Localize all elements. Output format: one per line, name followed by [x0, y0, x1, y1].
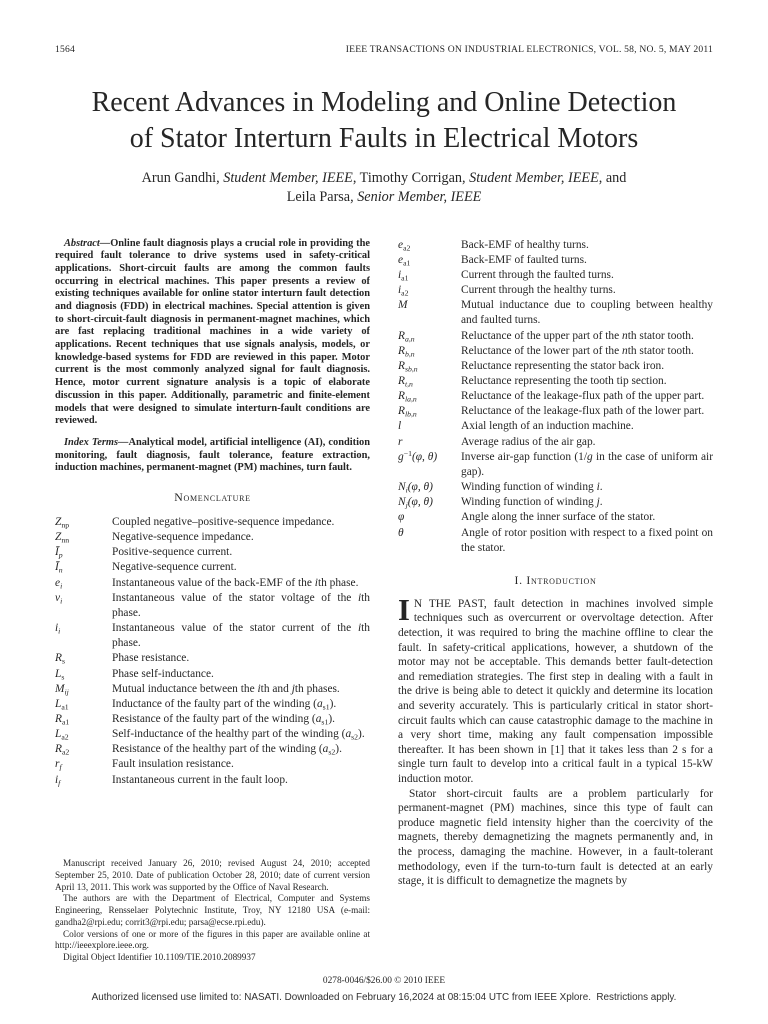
- nomenclature-heading: Nomenclature: [174, 489, 251, 504]
- nomenclature-symbol: θ: [398, 526, 404, 539]
- nomenclature-row: [398, 344, 713, 359]
- copyright-line: 0278-0046/$26.00 © 2010 IEEE: [322, 976, 446, 986]
- nomenclature-symbol: $e_{a2}$: [398, 238, 411, 252]
- nomenclature-symbol: $N_j(\varphi$, θ): [398, 496, 433, 510]
- footnote-affiliation: The authors are with the Department of Electrical, Computer and Systems Engineering, Rensselaer Polytechnic Institute, Troy, NY 12180 USA (e-mail: gandha2@rpi.edu; corrit3@rpi.edu; parsa@ecse.rpi.edu).: [55, 893, 370, 927]
- nomenclature-row: [55, 530, 370, 545]
- nomenclature-definition: Fault insulation resistance.: [112, 758, 234, 771]
- nomenclature-symbol: $R_{la,n}$: [398, 390, 417, 404]
- nomenclature-definition: Instantaneous value of the stator voltage of the ith phase.: [112, 591, 370, 619]
- nomenclature-row: [398, 404, 713, 419]
- nomenclature-row: [55, 651, 370, 666]
- nomenclature-row: [398, 435, 713, 450]
- nomenclature-row: [398, 268, 713, 283]
- nomenclature-definition: Axial length of an induction machine.: [461, 420, 634, 433]
- footnote-doi: Digital Object Identifier 10.1109/TIE.2010.2089937: [63, 951, 256, 962]
- nomenclature-symbol: $Z_{nn}$: [55, 531, 70, 545]
- license-line: Authorized licensed use limited to: NASATI. Downloaded on February 16,2024 at 08:15:04 UTC from IEEE Xplore. Restrictions apply.: [91, 992, 677, 1003]
- nomenclature-row: [398, 389, 713, 404]
- paper-title: [55, 85, 713, 156]
- nomenclature-symbol: $L_{a2}$: [55, 728, 69, 742]
- nomenclature-symbol: $R_s$: [55, 652, 65, 666]
- nomenclature-definition: Reluctance of the upper part of the nth stator tooth.: [461, 329, 694, 342]
- nomenclature-symbol: $i_f$: [55, 773, 61, 787]
- nomenclature-symbol: $Ī_p$: [55, 546, 63, 560]
- nomenclature-row: [55, 697, 370, 712]
- nomenclature-list-right: [398, 238, 713, 556]
- nomenclature-row: [55, 560, 370, 575]
- nomenclature-row: [55, 667, 370, 682]
- nomenclature-definition: Angle along the inner surface of the stator.: [461, 511, 656, 524]
- nomenclature-row: [398, 238, 713, 253]
- nomenclature-symbol: φ: [398, 511, 405, 524]
- first-page-footnote: [55, 858, 370, 974]
- nomenclature-row: [398, 480, 713, 495]
- nomenclature-definition: Resistance of the healthy part of the winding $(a_{s2})$.: [112, 743, 342, 757]
- nomenclature-definition: Reluctance representing the stator back iron.: [461, 359, 665, 372]
- nomenclature-row: [55, 576, 370, 591]
- intro-paragraph-1: [398, 592, 713, 787]
- nomenclature-row: [398, 495, 713, 510]
- abstract: Abstract—Online fault diagnosis plays a crucial role in providing the required fault tolerance to drive systems used in safety-critical applications. Short-circuit faults are among the common faults occurring in electrical machines. This paper presents a review of existing techniques available for online stator interturn fault detection and diagnosis (FDD) in electrical machines. Special attention is given to short-circuit-fault diagnosis in permanent-magnet machines, which are fast replacing traditional machines in a wide variety of applications. Recent techniques that use signals analysis, models, or knowledge-based systems for FDD are reviewed in this paper. Motor current is the most commonly analyzed signal for fault diagnosis. Hence, motor current signature analysis is a topic of elaborate discussion in this paper. Additionally, parametric and finite-element models that were designed to simulate interturn-fault conditions are reviewed.: [55, 237, 370, 427]
- nomenclature-definition: Current through the healthy turns.: [461, 284, 616, 297]
- nomenclature-row: [55, 727, 370, 742]
- nomenclature-definition: Inverse air-gap function (1/g in the case of uniform air gap).: [461, 450, 713, 478]
- nomenclature-symbol: r: [398, 435, 403, 448]
- nomenclature-symbol: $L_{a1}$: [55, 697, 69, 712]
- dropcap-letter: I: [398, 592, 410, 627]
- nomenclature-row: [55, 621, 370, 651]
- nomenclature-symbol: $e_i$: [55, 576, 63, 590]
- nomenclature-symbol: $R_{a,n}$: [398, 329, 415, 343]
- nomenclature-row: [55, 515, 370, 530]
- nomenclature-symbol: M: [398, 299, 408, 312]
- nomenclature-symbol: $Ī_n$: [55, 561, 63, 575]
- nomenclature-symbol: $i_{a1}$: [398, 268, 409, 283]
- intro-paragraph-1-text: N THE PAST, fault detection in machines involved simple techniques such as overcurrent or overvoltage detection. After detection, it was required to bring the machine offline to clear the fault. In safety-critical applications, however, a shutdown of the motor may not be acceptable. This demands better fault-detection and remediation strategies. The first step in dealing with a fault in the drive is being able to detect it quickly and determine its location and severity accurately. This is particularly critical in stator short-circuit faults which can cause catastrophic damage to the machine in a very short time, making any fault compensation impossible thereafter. It has been shown in [1] that it takes less than 2 s for a single turn fault to develop into a critical fault in a typical 15-kW induction motor.: [398, 597, 713, 785]
- nomenclature-row: [398, 526, 713, 556]
- nomenclature-symbol: $r_f$: [55, 758, 62, 772]
- right-column: [398, 238, 713, 975]
- nomenclature-definition: Back-EMF of faulted turns.: [461, 253, 587, 266]
- nomenclature-definition: Negative-sequence current.: [112, 561, 237, 574]
- nomenclature-symbol: $M_{ij}$: [55, 682, 69, 696]
- nomenclature-definition: Instantaneous value of the stator current of the ith phase.: [112, 622, 370, 650]
- nomenclature-definition: Phase resistance.: [112, 652, 190, 665]
- nomenclature-definition: Mutual inductance due to coupling between healthy and faulted turns.: [461, 299, 713, 327]
- nomenclature-definition: Inductance of the faulty part of the winding $(a_{s1})$.: [112, 697, 337, 712]
- nomenclature-definition: Instantaneous value of the back-EMF of the ith phase.: [112, 576, 359, 589]
- paper-title-line2: of Stator Interturn Faults in Electrical Motors: [129, 122, 639, 154]
- nomenclature-symbol: $R_{sb,n}$: [398, 359, 418, 374]
- author-line-2: Leila Parsa, Senior Member, IEEE: [286, 188, 482, 205]
- nomenclature-definition: Instantaneous current in the fault loop.: [112, 773, 288, 786]
- nomenclature-symbol: $Z_{np}$: [55, 515, 70, 530]
- nomenclature-symbol: l: [398, 420, 402, 433]
- introduction-heading: I. Introduction: [514, 572, 597, 587]
- nomenclature-row: [55, 545, 370, 560]
- nomenclature-symbol: $R_{lb,n}$: [398, 405, 417, 419]
- nomenclature-list-left: [55, 515, 370, 788]
- nomenclature-row: [55, 682, 370, 697]
- nomenclature-definition: Average radius of the air gap.: [461, 435, 596, 448]
- nomenclature-definition: Back-EMF of healthy turns.: [461, 238, 589, 251]
- nomenclature-definition: Resistance of the faulty part of the winding $(a_{s1})$.: [112, 712, 335, 727]
- intro-paragraph-2: Stator short-circuit faults are a problem particularly for permanent-magnet (PM) machines, since this type of fault can produce magnetic field intensity higher than the coercivity of the magnets, thereby demagnetizing the magnets permanently and, in the process, damaging the machine. However, in a fault-tolerant methodology, even if the turn-to-turn fault is detected at an early stage, it is difficult to demagnetize the magnets by: [398, 787, 713, 888]
- nomenclature-symbol: $N_i(\varphi$, θ): [398, 481, 433, 495]
- nomenclature-symbol: $R_{b,n}$: [398, 344, 415, 358]
- nomenclature-definition: Angle of rotor position with respect to a fixed point on the stator.: [461, 526, 713, 554]
- page-footer: [0, 976, 768, 1003]
- nomenclature-symbol: $i_{a2}$: [398, 284, 409, 298]
- nomenclature-symbol: $L_s$: [55, 667, 65, 681]
- nomenclature-row: [55, 742, 370, 757]
- footnote-manuscript: Manuscript received January 26, 2010; revised August 24, 2010; accepted September 25, 2010. Date of publication October 28, 2010; date of current version April 13, 2011. This work was supported by the Office of Naval Research.: [55, 858, 370, 892]
- running-head: [55, 44, 713, 55]
- nomenclature-definition: Negative-sequence impedance.: [112, 531, 254, 544]
- nomenclature-definition: Reluctance of the leakage-flux path of the lower part.: [461, 405, 705, 418]
- journal-title: IEEE TRANSACTIONS ON INDUSTRIAL ELECTRONICS, VOL. 58, NO. 5, MAY 2011: [345, 44, 713, 55]
- nomenclature-symbol: $g^{-1}(\varphi$, θ): [398, 448, 438, 463]
- author-line-1: Arun Gandhi, Student Member, IEEE, Timothy Corrigan, Student Member, IEEE, and: [141, 170, 627, 187]
- nomenclature-symbol: $v_i$: [55, 591, 63, 606]
- paper-title-line1: Recent Advances in Modeling and Online Detection: [91, 87, 677, 118]
- nomenclature-row: [398, 283, 713, 298]
- nomenclature-row: [398, 419, 713, 434]
- nomenclature-symbol: $R_{a1}$: [55, 712, 70, 727]
- nomenclature-row: [55, 712, 370, 727]
- two-column-body: [55, 238, 713, 975]
- nomenclature-row: [398, 374, 713, 389]
- nomenclature-definition: Positive-sequence current.: [112, 546, 233, 559]
- author-block: [55, 169, 713, 206]
- nomenclature-row: [55, 757, 370, 772]
- nomenclature-symbol: $R_{t,n}$: [398, 374, 413, 389]
- nomenclature-row: [398, 450, 713, 480]
- page-number: 1564: [55, 44, 75, 55]
- nomenclature-row: [398, 253, 713, 268]
- nomenclature-definition: Reluctance of the lower part of the nth stator tooth.: [461, 344, 694, 357]
- footnote-color-versions: Color versions of one or more of the figures in this paper are available online at http://ieeexplore.ieee.org.: [55, 928, 370, 951]
- index-terms: Index Terms—Analytical model, artificial intelligence (AI), condition monitoring, fault diagnosis, fault tolerance, feature extraction, induction machines, permanent-magnet (PM) machines, turn fault.: [55, 436, 370, 474]
- nomenclature-row: [55, 591, 370, 621]
- nomenclature-symbol: $R_{a2}$: [55, 743, 70, 757]
- nomenclature-definition: Current through the faulted turns.: [461, 268, 614, 281]
- nomenclature-row: [55, 773, 370, 788]
- nomenclature-definition: Reluctance of the leakage-flux path of the upper part.: [461, 390, 705, 403]
- nomenclature-row: [398, 298, 713, 328]
- nomenclature-definition: Self-inductance of the healthy part of the winding $(a_{s2})$.: [112, 728, 365, 742]
- left-column: [55, 238, 370, 975]
- nomenclature-row: [398, 510, 713, 525]
- nomenclature-definition: Winding function of winding j.: [461, 496, 603, 509]
- nomenclature-row: [398, 359, 713, 374]
- nomenclature-definition: Winding function of winding i.: [461, 481, 603, 494]
- nomenclature-definition: Mutual inductance between the ith and jth phases.: [112, 682, 340, 695]
- nomenclature-definition: Reluctance representing the tooth tip section.: [461, 374, 667, 387]
- nomenclature-row: [398, 329, 713, 344]
- nomenclature-symbol: $i_i$: [55, 622, 61, 636]
- nomenclature-symbol: $e_{a1}$: [398, 253, 411, 268]
- nomenclature-definition: Coupled negative–positive-sequence impedance.: [112, 515, 335, 528]
- nomenclature-definition: Phase self-inductance.: [112, 667, 214, 680]
